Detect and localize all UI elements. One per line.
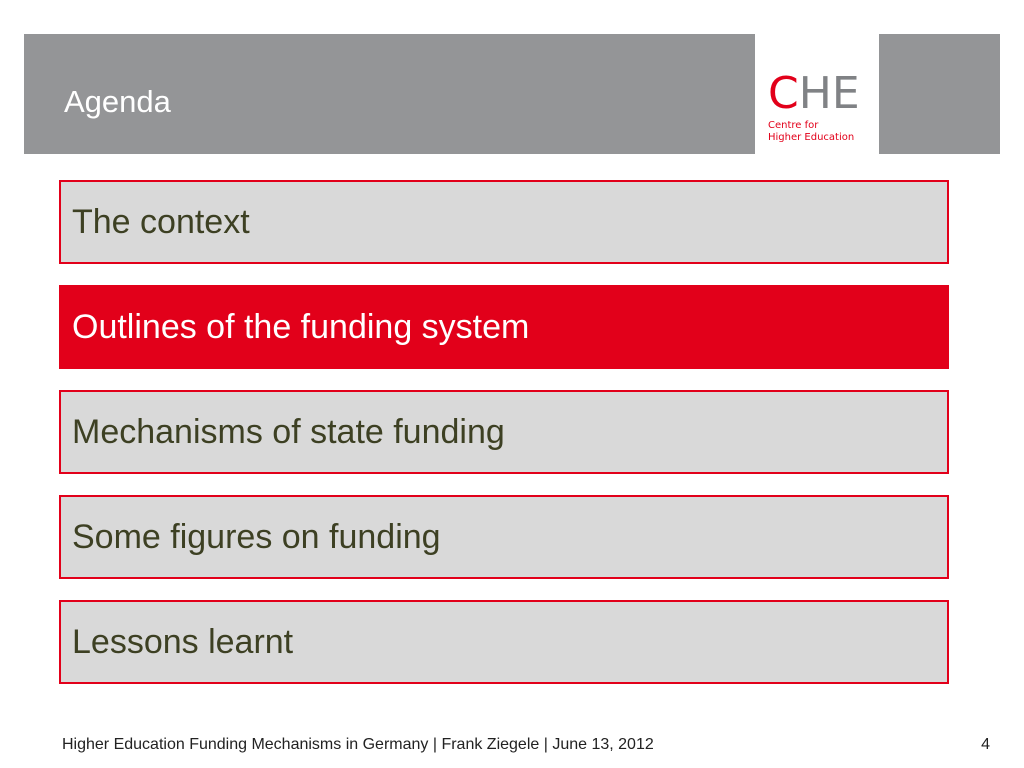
logo-mark [768,68,868,119]
agenda-item-state-funding[interactable] [59,390,949,474]
agenda-item-label: Lessons learnt [72,622,294,661]
logo-subtitle-line2: Higher Education [768,132,855,143]
header-bar [24,34,755,154]
slide-title: Agenda [64,84,171,119]
agenda-item-funding-system[interactable] [59,285,949,369]
agenda-item-label: Outlines of the funding system [72,307,530,346]
agenda-item-label: Mechanisms of state funding [72,412,505,451]
logo-subtitle [768,120,868,144]
agenda-list [59,180,949,684]
agenda-item-context[interactable] [59,180,949,264]
agenda-item-figures[interactable] [59,495,949,579]
footer-text: Higher Education Funding Mechanisms in Germany | Frank Ziegele | June 13, 2012 [62,736,654,753]
logo-subtitle-line1: Centre for [768,120,819,131]
logo-letter-c: C [768,68,799,119]
che-logo [768,68,868,152]
agenda-item-lessons[interactable] [59,600,949,684]
agenda-item-label: Some figures on funding [72,517,441,556]
agenda-item-label: The context [72,202,250,241]
page-number: 4 [981,736,990,753]
header-right-block [879,34,1000,154]
logo-letters-he: HE [798,68,860,119]
